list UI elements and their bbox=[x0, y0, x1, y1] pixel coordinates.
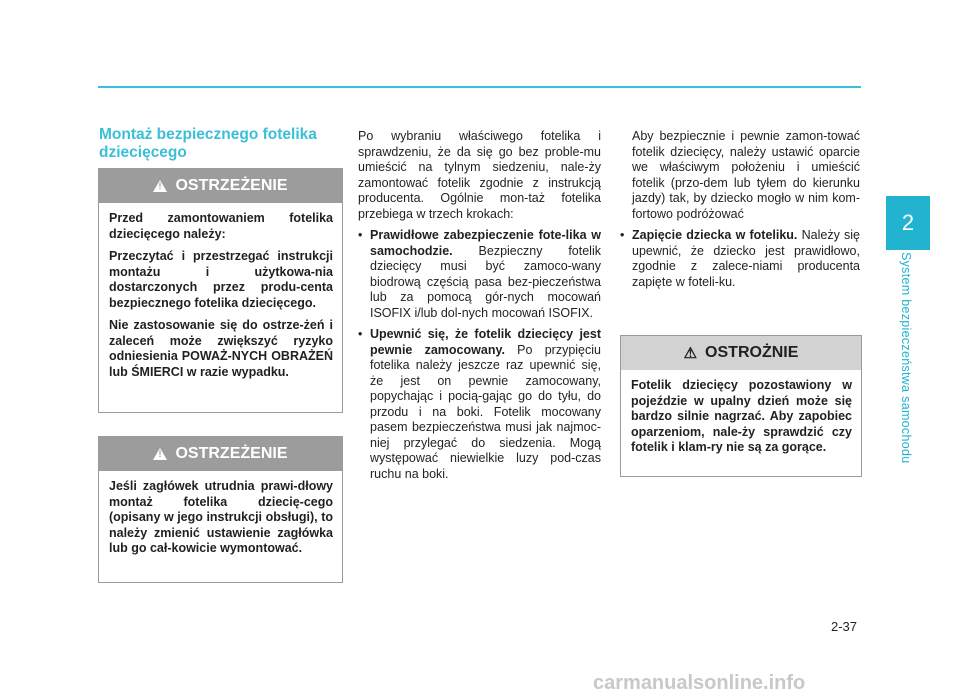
chapter-title-vertical bbox=[896, 252, 918, 462]
warning-header bbox=[99, 169, 342, 203]
bullet-dot: • bbox=[358, 228, 363, 242]
bullet-text: Bezpieczny fotelik dziecięcy musi być zamoco-wany biodrową częścią pasa bez-pieczeństwa lub za pomocą gór-nych mocowań ISOFIX i/lub dol-nych mocowań ISOFIX. bbox=[370, 243, 601, 320]
chapter-tab[interactable] bbox=[886, 196, 930, 250]
warning-triangle-icon bbox=[153, 448, 167, 460]
bullet-text: Należy się upewnić, że dziecko jest prawidłowo, zgodnie z zalece-niami producenta zapięte w foteli-ku. bbox=[632, 228, 860, 289]
warning-box-1 bbox=[98, 168, 343, 413]
warning-text: Nie zastosowanie się do ostrze-żeń i zaleceń może zwiększyć ryzyko odniesienia POWAŻ-NYCH OBRAŻEŃ lub ŚMIERCI w razie wypadku. bbox=[109, 318, 333, 379]
warning-header bbox=[99, 437, 342, 471]
chapter-number: 2 bbox=[901, 210, 915, 235]
bullet-heading: Prawidłowe zabezpieczenie fote-lika w samochodzie. bbox=[370, 228, 601, 258]
bullet-dot: • bbox=[620, 228, 625, 242]
caution-header bbox=[621, 336, 861, 370]
intro-paragraph: Po wybraniu właściwego fotelika i sprawdzeniu, że da się go bez proble-mu umieścić na tylnym siedzeniu, nale-ży zamontować fotelik zgodnie z instrukcją producenta. Ogólnie mon-taż fotelika przebiega w trzech krokach: bbox=[358, 129, 601, 221]
caution-header-label: OSTROŻNIE bbox=[705, 344, 799, 361]
caution-triangle-icon: ⚠ bbox=[683, 345, 698, 362]
bullet-text: Po przypięciu fotelika należy jeszcze raz upewnić się, że jest on pewnie zamocowany, popychając i pocią-gając go do tyłu, do przodu i na boki. Fotelik mocowany pasem bezpieczeństwa musi jak najmoc-niej przylegać do siedzenia. Mogą występować niewielkie luzy pod-czas ruchu na boki. bbox=[370, 342, 601, 481]
top-rule bbox=[98, 86, 861, 88]
warning-text: Jeśli zagłówek utrudnia prawi-dłowy montaż fotelika dziecię-cego (opisany w jego instrukcji obsługi), to należy zmienić ustawienie zagłówka lub go cał-kowicie wymontować. bbox=[109, 479, 333, 555]
bullet-heading: Upewnić się, że fotelik dziecięcy jest pewnie zamocowany. bbox=[370, 327, 601, 357]
section-title: Montaż bezpiecznego fotelika dziecięcego bbox=[99, 126, 317, 161]
page-number: 2-37 bbox=[831, 619, 858, 634]
right-paragraph: Aby bezpiecznie i pewnie zamon-tować fotelik dziecięcy, należy ustawić oparcie we właściwym położeniu i umieścić fotelik (przo-dem lub tyłem do kierunku jazdy) tak, by dziecko mogło w nim kom-fortowo podróżować bbox=[632, 129, 860, 221]
middle-column bbox=[358, 129, 601, 482]
bullet-dot: • bbox=[358, 327, 363, 341]
warning-text: Przed zamontowaniem fotelika dziecięcego należy: bbox=[109, 211, 333, 241]
list-item bbox=[620, 228, 860, 290]
bullet-heading: Zapięcie dziecka w foteliku. bbox=[632, 228, 798, 242]
warning-triangle-icon bbox=[153, 180, 167, 192]
warning-text: Przeczytać i przestrzegać instrukcji montażu i użytkowa-nia dostarczonych przez produ-centa bezpiecznego fotelika dziecięcego. bbox=[109, 249, 333, 310]
list-item bbox=[358, 327, 601, 482]
warning-box-2 bbox=[98, 436, 343, 583]
watermark: carmanualsonline.info bbox=[593, 672, 806, 694]
caution-text: Fotelik dziecięcy pozostawiony w pojeździe w upalny dzień może się bardzo silnie nagrzać. Aby zapobiec oparzeniom, nale-ży sprawdzić czy fotelik i klam-ry nie są za gorące. bbox=[631, 378, 852, 454]
chapter-title: System bezpieczeństwa samochodu bbox=[899, 252, 913, 464]
warning-header-label: OSTRZEŻENIE bbox=[175, 177, 288, 194]
warning-header-label: OSTRZEŻENIE bbox=[175, 445, 288, 462]
right-column bbox=[620, 129, 860, 290]
caution-box bbox=[620, 335, 862, 477]
list-item bbox=[358, 228, 601, 321]
